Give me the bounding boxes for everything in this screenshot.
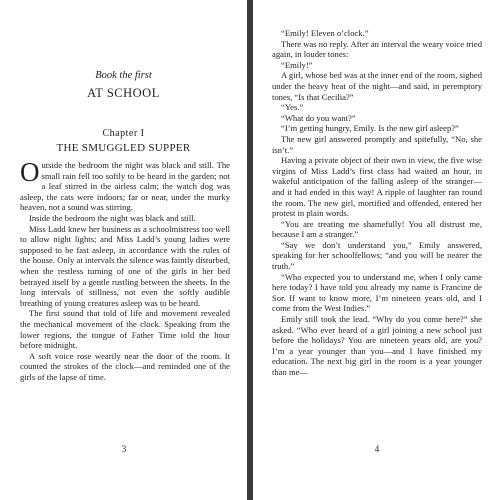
paragraph: A soft voice rose wearily near the door of the room. It counted the strokes of the clock—and reminded one of the girls of the lapse of time. (20, 350, 230, 382)
right-page-text (272, 28, 482, 378)
paragraph: “Yes.” (281, 102, 304, 113)
book-part-heading: Book the first (95, 70, 152, 81)
drop-cap: O (20, 157, 40, 187)
left-page-text (20, 157, 230, 382)
page-number: 3 (121, 444, 127, 454)
chapter-number: Chapter I (102, 128, 145, 139)
page-number: 4 (374, 444, 380, 454)
right-page (253, 0, 500, 500)
paragraph: “Say we don’t understand you,” Emily answered, speaking for her schoolfellows; “and you will be nearer the truth.” (272, 239, 482, 272)
chapter-title: THE SMUGGLED SUPPER (56, 142, 191, 154)
paragraph: There was no reply. After an interval the weary voice tried again, in louder tones: (272, 38, 482, 60)
paragraph: Inside the bedroom the night was black and still. (29, 212, 196, 223)
paragraph: The first sound that told of life and movement revealed the mechanical movement of the clock. Speaking from the lower regions, the tongue of Father Time told the hour before midnight. (20, 308, 230, 351)
paragraph-text: utside the bedroom the night was black and still. The small rain fell too softly to be heard in the garden; not a leaf stirred in the airless calm; the watch dog was asleep, the cats were indoors; far or near, under the murky heaven, not a sound was stirring. (20, 160, 230, 213)
book-title-heading: AT SCHOOL (87, 86, 160, 100)
paragraph: “Emily! Eleven o’clock.” (281, 28, 369, 38)
paragraph: The new girl answered promptly and spitefully, “No, she isn’t.” (272, 133, 482, 155)
paragraph: Having a private object of their own in view, the five wise virgins of Miss Ladd’s first class had waited an hour, in wakeful anticipation of the falling asleep of the stranger—and it had ended in this way! A ripple of laughter ran round the room. The new girl, mortified and offended, entered her protest in plain words. (272, 155, 482, 219)
paragraph: “You are treating me shamefully! You all distrust me, because I am a stranger.” (272, 218, 482, 240)
paragraph: “What do you want?” (281, 112, 356, 123)
paragraph: Emily still took the lead. “Why do you come here?” she asked. “Who ever heard of a girl joining a new school just before the holidays? You are nineteen years old, are you? I’m a year younger than you—and I have finished my education. The next big girl in the room is a year younger than me— (272, 314, 482, 377)
paragraph: A girl, whose bed was at the inner end of the room, sighed under the heavy heat of the night—and said, in peremptory tones, “Is that Cecilia?” (272, 70, 482, 102)
paragraph: “Emily!” (281, 59, 313, 70)
paragraph: “Who expected you to understand me, when I only came here today? I have told you already my name is Francine de Sor. If want to know more, I’m nineteen years old, and I come from the West Indies.” (272, 271, 482, 314)
paragraph (20, 157, 230, 213)
paragraph: “I’m getting hungry, Emily. Is the new girl asleep?” (281, 123, 459, 134)
paragraph: Miss Ladd knew her business as a schoolmistress too well to allow night lights; and Miss Ladd’s young ladies were supposed to be fast asleep, in accordance with the rules of the house. Only at intervals the silence was faintly disturbed, when the restless turning of one of the girls in her bed betrayed itself by a gentle rustling between the sheets. In the long intervals of stillness, not even the softly audible breathing of young creatures asleep was to be heard. (20, 223, 230, 308)
left-page (0, 0, 247, 500)
